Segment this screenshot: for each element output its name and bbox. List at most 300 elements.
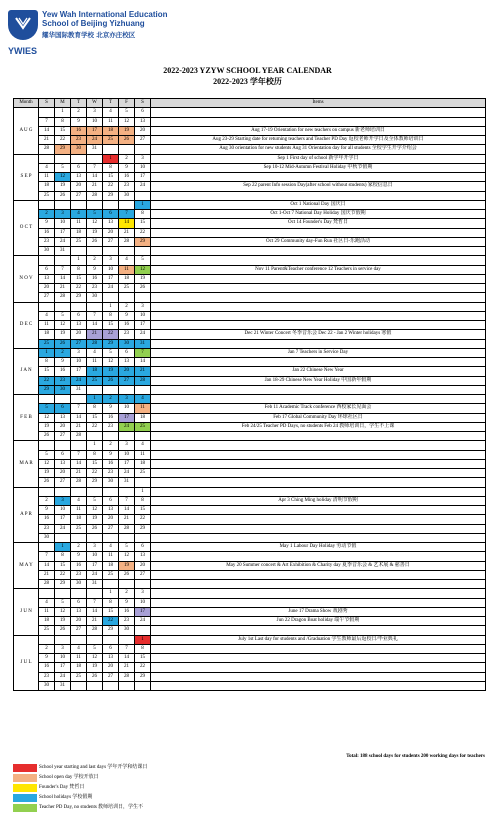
- legend: [13, 763, 213, 813]
- day-cell: [87, 432, 103, 441]
- day-cell: [135, 385, 151, 394]
- day-cell: 1: [39, 348, 55, 357]
- day-cell: 27: [71, 626, 87, 635]
- day-cell: 13: [135, 552, 151, 561]
- month-label: N O V: [14, 256, 39, 302]
- week-row: [14, 478, 486, 487]
- day-cell: 1: [103, 302, 119, 311]
- week-row: [14, 515, 486, 524]
- day-cell: 1: [87, 441, 103, 450]
- day-cell: [135, 626, 151, 635]
- day-cell: 3: [55, 644, 71, 653]
- day-cell: [55, 200, 71, 209]
- day-cell: [55, 441, 71, 450]
- day-cell: 30: [39, 681, 55, 690]
- day-cell: 15: [71, 274, 87, 283]
- day-cell: 2: [119, 302, 135, 311]
- day-cell: 30: [119, 626, 135, 635]
- day-cell: 6: [71, 598, 87, 607]
- month-label: O C T: [14, 200, 39, 256]
- day-cell: 27: [55, 478, 71, 487]
- day-cell: 11: [71, 506, 87, 515]
- day-cell: 8: [55, 552, 71, 561]
- week-row: [14, 413, 486, 422]
- day-cell: 10: [87, 552, 103, 561]
- week-row: [14, 376, 486, 385]
- day-cell: 3: [135, 302, 151, 311]
- day-cell: 11: [71, 654, 87, 663]
- day-cell: 2: [119, 154, 135, 163]
- week-row: [14, 552, 486, 561]
- day-cell: 29: [55, 580, 71, 589]
- day-cell: 5: [103, 348, 119, 357]
- event-item: May 20 Summer concert & Art Exhibition & Charity day 夏季音乐会 & 艺术展 & 慈善日: [151, 561, 486, 570]
- day-cell: 30: [39, 247, 55, 256]
- day-cell: 20: [71, 617, 87, 626]
- day-cell: [103, 487, 119, 496]
- day-cell: 28: [119, 237, 135, 246]
- day-cell: 7: [71, 404, 87, 413]
- week-row: [14, 589, 486, 598]
- day-cell: 25: [39, 191, 55, 200]
- legend-item: [13, 793, 213, 803]
- day-cell: 30: [87, 293, 103, 302]
- event-item: [151, 256, 486, 265]
- day-cell: 31: [135, 339, 151, 348]
- day-cell: 19: [87, 515, 103, 524]
- day-cell: 19: [103, 367, 119, 376]
- day-cell: [39, 200, 55, 209]
- day-cell: 6: [55, 450, 71, 459]
- day-cell: 23: [119, 182, 135, 191]
- week-row: [14, 367, 486, 376]
- week-row: [14, 635, 486, 644]
- day-cell: 8: [71, 265, 87, 274]
- day-cell: 15: [87, 413, 103, 422]
- day-cell: 4: [87, 348, 103, 357]
- day-cell: 6: [103, 496, 119, 505]
- day-cell: 27: [71, 191, 87, 200]
- week-row: [14, 200, 486, 209]
- week-row: [14, 126, 486, 135]
- day-cell: 17: [135, 607, 151, 616]
- day-cell: 22: [103, 617, 119, 626]
- day-cell: [103, 635, 119, 644]
- day-cell: [119, 580, 135, 589]
- day-cell: [135, 580, 151, 589]
- day-cell: 26: [103, 376, 119, 385]
- day-cell: 15: [103, 607, 119, 616]
- day-cell: 8: [103, 598, 119, 607]
- day-cell: 15: [103, 173, 119, 182]
- week-row: [14, 321, 486, 330]
- day-cell: 17: [55, 663, 71, 672]
- day-cell: [39, 302, 55, 311]
- day-cell: 18: [71, 228, 87, 237]
- day-cell: 28: [119, 524, 135, 533]
- day-cell: 27: [103, 672, 119, 681]
- event-item: [151, 469, 486, 478]
- day-cell: 6: [119, 348, 135, 357]
- week-row: [14, 496, 486, 505]
- day-cell: 20: [103, 663, 119, 672]
- day-cell: 4: [71, 644, 87, 653]
- day-cell: 23: [71, 570, 87, 579]
- day-cell: 8: [87, 450, 103, 459]
- day-cell: [71, 487, 87, 496]
- day-cell: 18: [71, 663, 87, 672]
- event-item: [151, 274, 486, 283]
- event-item: Aug 23-29 Starting date for returning teachers and Teacher PD Day 返校老师开学日及全体教师培训日: [151, 136, 486, 145]
- day-cell: [71, 681, 87, 690]
- week-row: [14, 404, 486, 413]
- event-item: [151, 459, 486, 468]
- day-cell: [119, 385, 135, 394]
- day-cell: 21: [71, 469, 87, 478]
- day-cell: 28: [39, 580, 55, 589]
- day-cell: 17: [103, 274, 119, 283]
- day-cell: [55, 635, 71, 644]
- legend-label: Teacher PD Day, no students 教师培训日，学生不: [39, 805, 144, 810]
- day-cell: 20: [135, 126, 151, 135]
- day-cell: 25: [87, 376, 103, 385]
- event-item: [151, 432, 486, 441]
- week-row: [14, 469, 486, 478]
- event-item: July 1st Last day for students and /Graduation 学生教师最后返校日/毕业典礼: [151, 635, 486, 644]
- day-cell: 26: [39, 478, 55, 487]
- day-cell: 22: [87, 422, 103, 431]
- event-item: [151, 108, 486, 117]
- day-cell: 23: [87, 284, 103, 293]
- day-cell: 25: [71, 524, 87, 533]
- day-cell: 11: [39, 173, 55, 182]
- calendar-header-row: [14, 99, 486, 108]
- day-cell: 11: [135, 404, 151, 413]
- school-abbr: YWIES: [8, 46, 38, 56]
- day-cell: 26: [39, 432, 55, 441]
- day-cell: 9: [71, 117, 87, 126]
- day-cell: 4: [39, 163, 55, 172]
- day-cell: 14: [55, 274, 71, 283]
- day-cell: 15: [135, 506, 151, 515]
- day-cell: 7: [87, 598, 103, 607]
- header-thu: T: [103, 99, 119, 108]
- school-name-cn: 耀华国际教育学校 北京亦庄校区: [42, 31, 136, 39]
- day-cell: [87, 681, 103, 690]
- day-cell: 30: [71, 580, 87, 589]
- day-cell: 19: [87, 228, 103, 237]
- day-cell: 16: [71, 126, 87, 135]
- day-cell: 30: [103, 478, 119, 487]
- day-cell: 7: [39, 552, 55, 561]
- day-cell: 28: [87, 191, 103, 200]
- day-cell: 14: [71, 459, 87, 468]
- day-cell: [135, 681, 151, 690]
- day-cell: 21: [39, 136, 55, 145]
- day-cell: 12: [55, 173, 71, 182]
- legend-swatch: [13, 784, 37, 792]
- day-cell: 31: [71, 385, 87, 394]
- day-cell: [103, 580, 119, 589]
- week-row: [14, 117, 486, 126]
- day-cell: 9: [87, 265, 103, 274]
- day-cell: [87, 200, 103, 209]
- day-cell: 21: [87, 330, 103, 339]
- day-cell: 8: [135, 496, 151, 505]
- event-item: [151, 478, 486, 487]
- event-item: Jan 7 Teachers in Service Day: [151, 348, 486, 357]
- legend-item: [13, 803, 213, 813]
- day-cell: 12: [87, 219, 103, 228]
- day-cell: [87, 385, 103, 394]
- month-label: S E P: [14, 154, 39, 200]
- day-cell: 4: [103, 543, 119, 552]
- event-item: [151, 654, 486, 663]
- day-cell: 7: [55, 265, 71, 274]
- day-cell: 13: [103, 219, 119, 228]
- day-cell: 13: [119, 358, 135, 367]
- day-cell: 22: [39, 376, 55, 385]
- day-cell: 28: [87, 626, 103, 635]
- day-cell: 8: [87, 404, 103, 413]
- week-row: [14, 422, 486, 431]
- day-cell: 19: [119, 561, 135, 570]
- day-cell: 18: [135, 459, 151, 468]
- month-label: J U N: [14, 589, 39, 635]
- day-cell: 11: [135, 450, 151, 459]
- day-cell: 18: [103, 561, 119, 570]
- week-row: [14, 441, 486, 450]
- school-name-en: Yew Wah International Education School of Beijing Yizhuang: [42, 10, 168, 28]
- day-cell: 8: [39, 358, 55, 367]
- day-cell: 11: [39, 321, 55, 330]
- day-cell: 24: [55, 237, 71, 246]
- day-cell: 7: [71, 450, 87, 459]
- day-cell: 12: [103, 358, 119, 367]
- day-cell: 29: [103, 626, 119, 635]
- week-row: [14, 339, 486, 348]
- day-cell: [87, 589, 103, 598]
- day-cell: 6: [135, 543, 151, 552]
- day-cell: 17: [119, 459, 135, 468]
- event-item: Aug 17-19 Orientation for new teachers on campus 新老师培训日: [151, 126, 486, 135]
- week-row: [14, 284, 486, 293]
- week-row: [14, 163, 486, 172]
- day-cell: [103, 681, 119, 690]
- day-cell: [103, 200, 119, 209]
- day-cell: 25: [71, 237, 87, 246]
- day-cell: 1: [71, 256, 87, 265]
- day-cell: 14: [119, 654, 135, 663]
- day-cell: [119, 635, 135, 644]
- header-items: Items: [151, 99, 486, 108]
- day-cell: 12: [55, 321, 71, 330]
- day-cell: 29: [135, 672, 151, 681]
- day-cell: 3: [135, 154, 151, 163]
- day-cell: 9: [55, 358, 71, 367]
- week-row: [14, 385, 486, 394]
- page-title: 2022-2023 YZYW SCHOOL YEAR CALENDAR: [163, 66, 332, 75]
- day-cell: 8: [103, 311, 119, 320]
- day-cell: 8: [55, 117, 71, 126]
- day-cell: 14: [119, 219, 135, 228]
- day-cell: 25: [119, 284, 135, 293]
- day-cell: 17: [87, 126, 103, 135]
- day-cell: [119, 487, 135, 496]
- day-cell: 24: [119, 422, 135, 431]
- day-cell: 26: [55, 339, 71, 348]
- day-cell: [135, 145, 151, 154]
- day-cell: 3: [87, 108, 103, 117]
- day-cell: 10: [55, 654, 71, 663]
- day-cell: 5: [119, 108, 135, 117]
- day-cell: 17: [135, 173, 151, 182]
- legend-swatch: [13, 774, 37, 782]
- day-cell: 16: [87, 274, 103, 283]
- week-row: [14, 506, 486, 515]
- day-cell: 23: [103, 469, 119, 478]
- day-cell: 22: [55, 136, 71, 145]
- day-cell: 7: [135, 348, 151, 357]
- event-item: Oct 1-Oct 7 National Day Holiday 国庆节假期: [151, 210, 486, 219]
- day-cell: 29: [55, 145, 71, 154]
- day-cell: 15: [103, 321, 119, 330]
- day-cell: [135, 533, 151, 542]
- legend-item: [13, 763, 213, 773]
- day-cell: 1: [135, 635, 151, 644]
- day-cell: 12: [55, 607, 71, 616]
- event-item: [151, 672, 486, 681]
- header-sun: S: [39, 99, 55, 108]
- event-item: [151, 589, 486, 598]
- day-cell: 8: [103, 163, 119, 172]
- day-cell: 15: [55, 126, 71, 135]
- week-row: [14, 543, 486, 552]
- day-cell: 3: [55, 210, 71, 219]
- day-cell: 13: [135, 117, 151, 126]
- day-cell: 1: [55, 543, 71, 552]
- day-cell: 6: [103, 644, 119, 653]
- day-cell: 23: [119, 617, 135, 626]
- day-cell: 22: [135, 228, 151, 237]
- day-cell: 19: [55, 617, 71, 626]
- event-item: Jun 22 Dragon Boat holiday 端午节假期: [151, 617, 486, 626]
- event-item: Aug 30 orientation for new students Aug 31 Orientation day for all students 全校学生开学介绍会: [151, 145, 486, 154]
- day-cell: 3: [135, 589, 151, 598]
- day-cell: 7: [87, 163, 103, 172]
- day-cell: [71, 635, 87, 644]
- day-cell: [119, 247, 135, 256]
- day-cell: 22: [71, 284, 87, 293]
- event-item: [151, 552, 486, 561]
- day-cell: 23: [71, 136, 87, 145]
- month-label: D E C: [14, 302, 39, 348]
- day-cell: 29: [71, 293, 87, 302]
- day-cell: 18: [71, 515, 87, 524]
- day-cell: 1: [87, 395, 103, 404]
- day-cell: [87, 635, 103, 644]
- week-row: [14, 644, 486, 653]
- day-cell: 20: [135, 561, 151, 570]
- day-cell: [119, 200, 135, 209]
- day-cell: 21: [119, 663, 135, 672]
- day-cell: 7: [119, 644, 135, 653]
- legend-item: [13, 773, 213, 783]
- event-item: [151, 247, 486, 256]
- day-cell: 16: [103, 413, 119, 422]
- day-cell: [119, 533, 135, 542]
- day-cell: 12: [87, 506, 103, 515]
- day-cell: 30: [55, 385, 71, 394]
- week-row: [14, 459, 486, 468]
- event-item: [151, 644, 486, 653]
- day-cell: 15: [135, 219, 151, 228]
- day-cell: [103, 385, 119, 394]
- day-cell: [135, 293, 151, 302]
- day-cell: 28: [135, 376, 151, 385]
- day-cell: 18: [39, 182, 55, 191]
- event-item: Oct 1 National Day 国庆日: [151, 200, 486, 209]
- day-cell: 6: [71, 163, 87, 172]
- day-cell: 30: [119, 339, 135, 348]
- month-label: J U L: [14, 635, 39, 691]
- day-cell: 16: [119, 321, 135, 330]
- day-cell: 15: [135, 654, 151, 663]
- day-cell: 9: [39, 654, 55, 663]
- day-cell: 17: [55, 515, 71, 524]
- day-cell: 13: [71, 607, 87, 616]
- day-cell: [55, 154, 71, 163]
- legend-swatch: [13, 804, 37, 812]
- legend-swatch: [13, 794, 37, 802]
- week-row: [14, 570, 486, 579]
- day-cell: [39, 395, 55, 404]
- event-item: [151, 358, 486, 367]
- week-row: [14, 672, 486, 681]
- calendar-table: [13, 98, 486, 691]
- day-cell: [71, 302, 87, 311]
- week-row: [14, 330, 486, 339]
- day-cell: 17: [55, 228, 71, 237]
- event-item: Feb 17 Global Community Day 环球社区日: [151, 413, 486, 422]
- day-cell: 18: [103, 126, 119, 135]
- day-cell: 27: [119, 376, 135, 385]
- day-cell: 5: [55, 598, 71, 607]
- day-cell: 24: [135, 182, 151, 191]
- week-row: [14, 237, 486, 246]
- day-cell: 12: [135, 265, 151, 274]
- week-row: [14, 395, 486, 404]
- event-item: [151, 598, 486, 607]
- day-cell: 28: [87, 339, 103, 348]
- day-cell: 10: [103, 265, 119, 274]
- day-cell: 20: [71, 182, 87, 191]
- day-cell: 16: [71, 561, 87, 570]
- day-cell: 24: [119, 469, 135, 478]
- day-cell: 9: [119, 598, 135, 607]
- event-item: Feb 11 Academic Track conference 西校家长见面会: [151, 404, 486, 413]
- day-cell: 28: [39, 145, 55, 154]
- day-cell: 5: [39, 404, 55, 413]
- event-item: [151, 293, 486, 302]
- day-cell: 18: [135, 413, 151, 422]
- day-cell: 8: [135, 644, 151, 653]
- week-row: [14, 654, 486, 663]
- day-cell: 27: [55, 432, 71, 441]
- day-cell: [71, 533, 87, 542]
- day-cell: [39, 154, 55, 163]
- day-cell: 21: [71, 422, 87, 431]
